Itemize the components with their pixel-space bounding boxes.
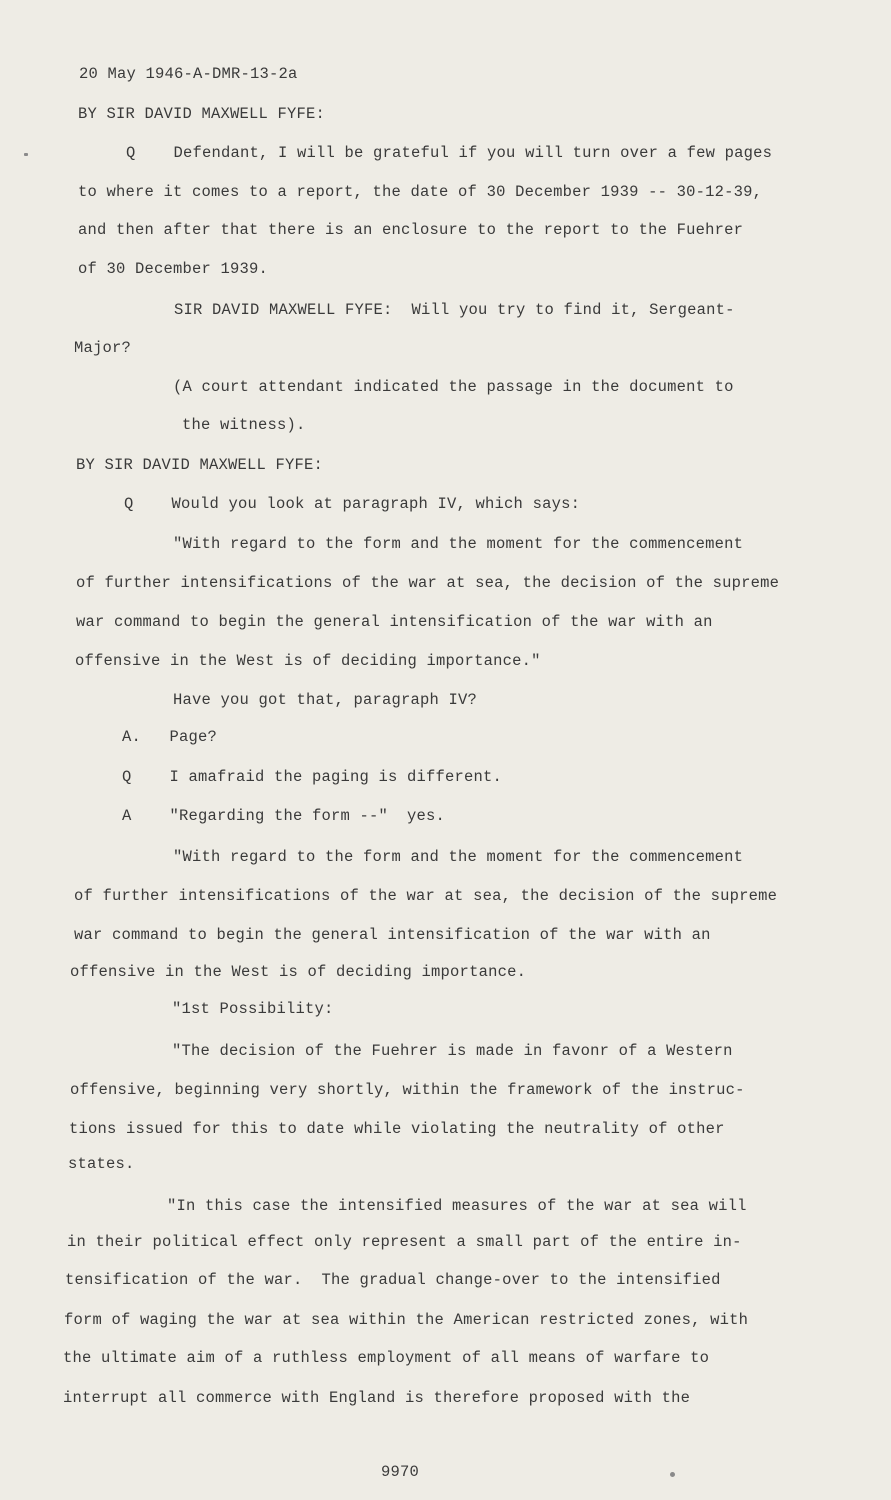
section-heading: BY SIR DAVID MAXWELL FYFE: [76, 456, 324, 474]
text-line: SIR DAVID MAXWELL FYFE: Will you try to find it, Sergeant- [174, 301, 735, 319]
text-line: "The decision of the Fuehrer is made in favonr of a Western [172, 1042, 733, 1060]
text-line: war command to begin the general intensification of the war with an [74, 926, 711, 944]
page-number: 9970 [381, 1463, 420, 1481]
text-line: offensive in the West is of deciding importance." [75, 652, 541, 670]
text-line: form of waging the war at sea within the American restricted zones, with [64, 1311, 749, 1329]
text-line: "In this case the intensified measures of the war at sea will [167, 1197, 747, 1215]
text-line: in their political effect only represent a small part of the entire in- [67, 1233, 742, 1251]
text-line: and then after that there is an enclosure to the report to the Fuehrer [78, 221, 744, 239]
text-line: of 30 December 1939. [78, 260, 269, 278]
text-line: Q Defendant, I will be grateful if you will turn over a few pages [126, 144, 773, 162]
text-line: tions issued for this to date while violating the neutrality of other [69, 1120, 725, 1138]
document-reference: 20 May 1946-A-DMR-13-2a [79, 65, 298, 83]
text-line: to where it comes to a report, the date of 30 December 1939 -- 30-12-39, [78, 183, 763, 201]
section-heading: BY SIR DAVID MAXWELL FYFE: [78, 105, 326, 123]
text-line: the ultimate aim of a ruthless employment of all means of warfare to [63, 1349, 710, 1367]
text-line: Have you got that, paragraph IV? [173, 691, 478, 709]
stray-ink-mark [670, 1472, 675, 1477]
text-line: (A court attendant indicated the passage in the document to [173, 378, 734, 396]
text-line: "1st Possibility: [172, 1000, 334, 1018]
text-line: Q I amafraid the paging is different. [122, 768, 503, 786]
text-line: A "Regarding the form --" yes. [122, 807, 446, 825]
text-line: of further intensifications of the war at sea, the decision of the supreme [74, 887, 778, 905]
text-line: tensification of the war. The gradual change-over to the intensified [65, 1271, 721, 1289]
text-line: Q Would you look at paragraph IV, which says: [124, 495, 581, 513]
text-line: of further intensifications of the war at sea, the decision of the supreme [76, 574, 780, 592]
text-line: war command to begin the general intensification of the war with an [76, 613, 713, 631]
text-line: offensive, beginning very shortly, within the framework of the instruc- [70, 1081, 745, 1099]
text-line: "With regard to the form and the moment for the commencement [173, 535, 744, 553]
text-line: the witness). [182, 416, 306, 434]
text-line: "With regard to the form and the moment for the commencement [173, 848, 744, 866]
stray-ink-mark [24, 153, 28, 156]
text-line: interrupt all commerce with England is therefore proposed with the [63, 1389, 691, 1407]
text-line: Major? [74, 339, 132, 357]
text-line: offensive in the West is of deciding importance. [70, 963, 527, 981]
text-line: states. [68, 1155, 135, 1173]
text-line: A. Page? [122, 728, 218, 746]
